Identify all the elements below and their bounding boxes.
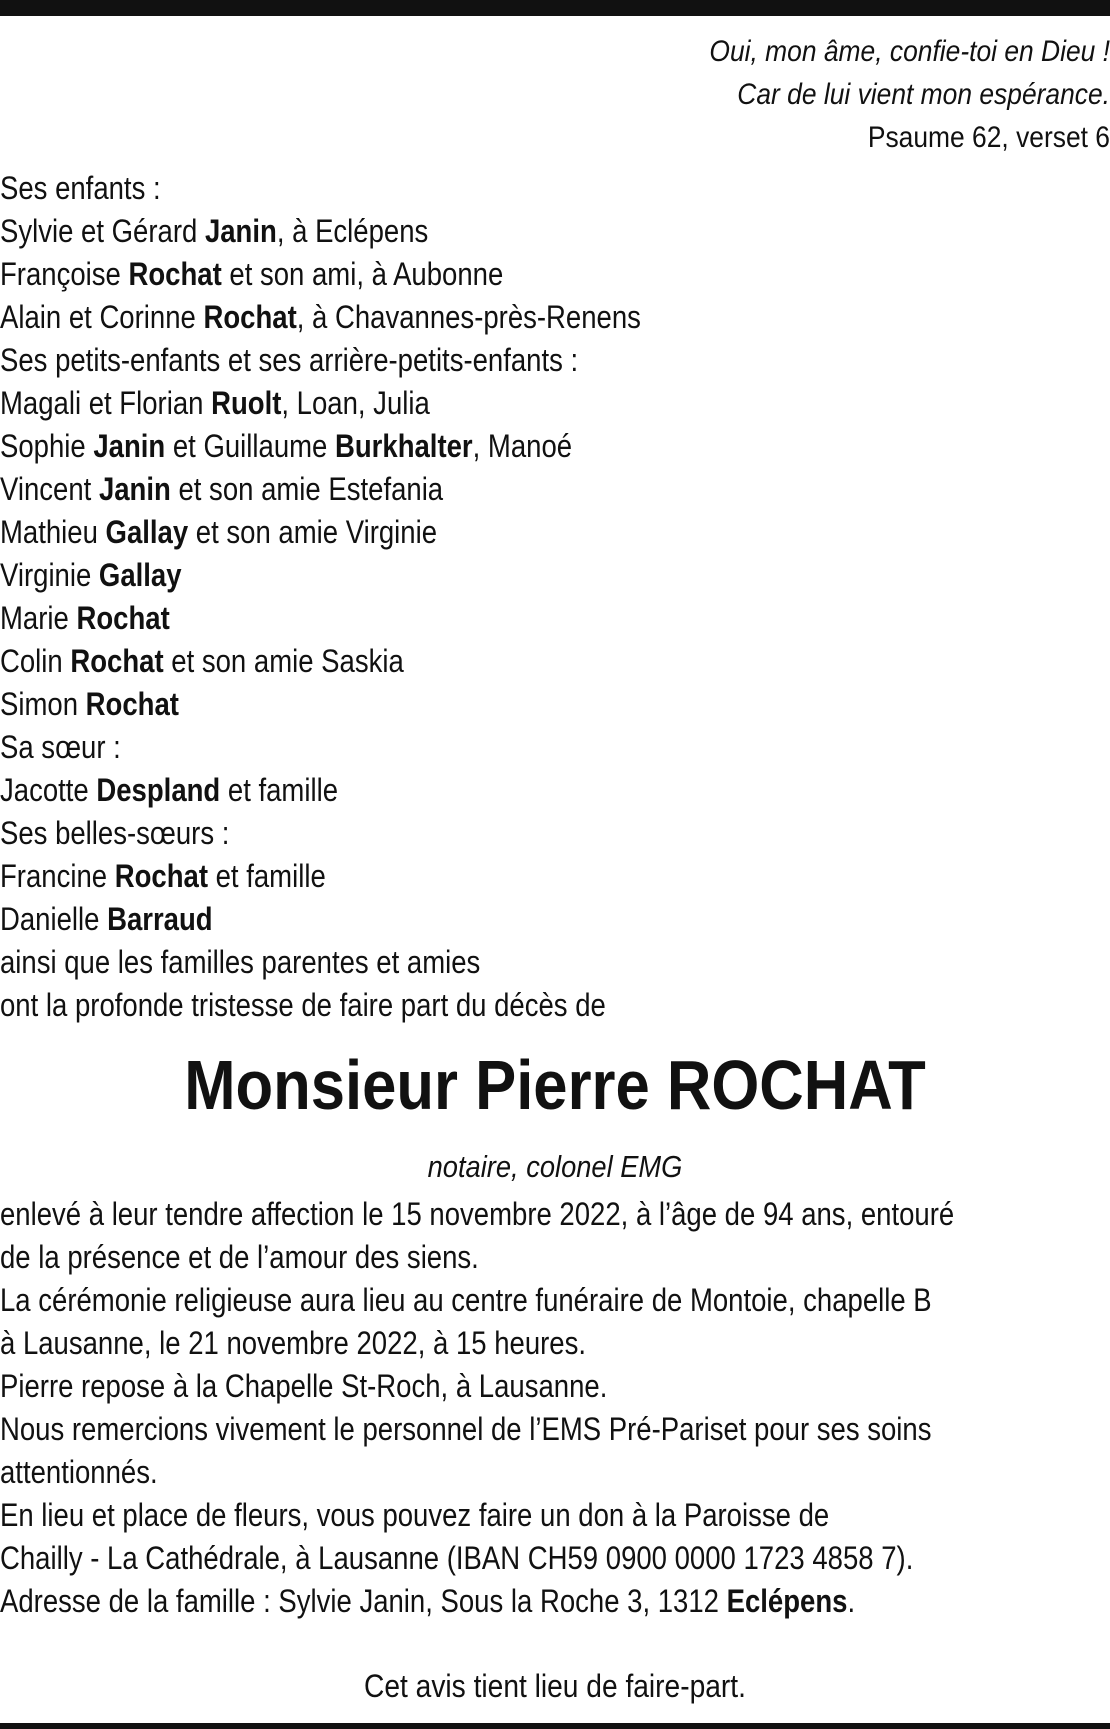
text-segment: , Loan, Julia (281, 385, 430, 421)
bottom-border-rule (0, 1723, 1110, 1729)
surname: Burkhalter (334, 428, 473, 464)
text-segment: Francine (0, 858, 115, 894)
family-line (0, 769, 955, 812)
text-segment: à Lausanne, le 21 novembre 2022, à 15 heures. (0, 1325, 586, 1361)
family-line (0, 425, 955, 468)
footer-note: Cet avis tient lieu de faire-part. (364, 1668, 746, 1704)
text-segment: Simon (0, 686, 86, 722)
family-line (0, 253, 955, 296)
text-segment: ont la profonde tristesse de faire part du décès de (0, 987, 606, 1023)
surname: Janin (93, 428, 166, 464)
surname: Eclépens (726, 1583, 848, 1619)
body-line (0, 1236, 955, 1279)
family-line (0, 640, 955, 683)
deceased-title: notaire, colonel EMG (427, 1149, 683, 1184)
family-line (0, 382, 955, 425)
surname: Despland (96, 772, 221, 808)
family-line (0, 812, 955, 855)
text-segment: Adresse de la famille : Sylvie Janin, Sous la Roche 3, 1312 (0, 1583, 727, 1619)
text-segment: Danielle (0, 901, 108, 937)
text-segment: , à Chavannes-près-Renens (296, 299, 641, 335)
epigraph-line-1: Oui, mon âme, confie-toi en Dieu ! (709, 35, 1110, 68)
family-line (0, 296, 955, 339)
surname: Janin (98, 471, 171, 507)
family-line (0, 339, 955, 382)
deceased-block (0, 1040, 1110, 1190)
surname: Ruolt (211, 385, 282, 421)
family-line (0, 941, 955, 984)
body-line (0, 1451, 955, 1494)
text-segment: Sylvie et Gérard (0, 213, 205, 249)
surname: Rochat (76, 600, 170, 636)
text-segment: Marie (0, 600, 77, 636)
body-line (0, 1322, 955, 1365)
text-segment: Chailly - La Cathédrale, à Lausanne (IBAN CH59 0900 0000 1723 4858 7). (0, 1540, 914, 1576)
text-segment: Colin (0, 643, 71, 679)
surname: Rochat (114, 858, 208, 894)
text-segment: et son amie Saskia (163, 643, 404, 679)
text-segment: Nous remercions vivement le personnel de l’EMS Pré-Pariset pour ses soins (0, 1411, 932, 1447)
text-segment: enlevé à leur tendre affection le 15 novembre 2022, à l’âge de 94 ans, entouré (0, 1196, 955, 1232)
text-segment: La cérémonie religieuse aura lieu au centre funéraire de Montoie, chapelle B (0, 1282, 932, 1318)
body-line (0, 1494, 955, 1537)
epigraph-reference: Psaume 62, verset 6 (867, 121, 1110, 154)
family-list (0, 167, 955, 1027)
text-segment: , à Eclépens (276, 213, 429, 249)
text-segment: Ses petits-enfants et ses arrière-petits-enfants : (0, 342, 579, 378)
body-line (0, 1365, 955, 1408)
text-segment: Virginie (0, 557, 99, 593)
text-segment: Ses enfants : (0, 170, 161, 206)
family-line (0, 210, 955, 253)
family-line (0, 554, 955, 597)
text-segment: Vincent (0, 471, 99, 507)
notice-body (0, 1193, 955, 1623)
text-segment: Magali et Florian (0, 385, 212, 421)
epigraph-line-2: Car de lui vient mon espérance. (737, 78, 1110, 111)
family-line (0, 726, 955, 769)
text-segment: Mathieu (0, 514, 106, 550)
deceased-name: Monsieur Pierre ROCHAT (184, 1046, 926, 1124)
family-line (0, 511, 955, 554)
surname: Rochat (70, 643, 164, 679)
family-line (0, 597, 955, 640)
text-segment: et son amie Estefania (170, 471, 444, 507)
text-segment: Jacotte (0, 772, 97, 808)
text-segment: Sophie (0, 428, 94, 464)
surname: Gallay (105, 514, 189, 550)
body-line (0, 1279, 955, 1322)
body-line (0, 1408, 955, 1451)
surname: Rochat (203, 299, 297, 335)
text-segment: En lieu et place de fleurs, vous pouvez faire un don à la Paroisse de (0, 1497, 830, 1533)
text-segment: Alain et Corinne (0, 299, 204, 335)
text-segment: et son ami, à Aubonne (221, 256, 504, 292)
surname: Janin (204, 213, 277, 249)
family-line (0, 683, 955, 726)
body-line (0, 1537, 955, 1580)
text-segment: Sa sœur : (0, 729, 121, 765)
family-line (0, 984, 955, 1027)
surname: Gallay (98, 557, 182, 593)
family-line (0, 167, 955, 210)
text-segment: et Guillaume (165, 428, 335, 464)
body-line (0, 1193, 955, 1236)
surname: Rochat (85, 686, 179, 722)
text-segment: Françoise (0, 256, 129, 292)
family-line (0, 468, 955, 511)
text-segment: Pierre repose à la Chapelle St-Roch, à Lausanne. (0, 1368, 608, 1404)
top-border-rule (0, 0, 1110, 16)
text-segment: et famille (220, 772, 339, 808)
text-segment: et famille (207, 858, 326, 894)
family-line (0, 855, 955, 898)
epigraph (133, 30, 1110, 159)
body-line (0, 1580, 955, 1623)
surname: Barraud (107, 901, 213, 937)
text-segment: attentionnés. (0, 1454, 158, 1490)
text-segment: Ses belles-sœurs : (0, 815, 230, 851)
family-line (0, 898, 955, 941)
text-segment: de la présence et de l’amour des siens. (0, 1239, 479, 1275)
text-segment: ainsi que les familles parentes et amies (0, 944, 481, 980)
text-segment: et son amie Virginie (188, 514, 438, 550)
surname: Rochat (128, 256, 222, 292)
text-segment: . (847, 1583, 856, 1619)
text-segment: , Manoé (472, 428, 573, 464)
